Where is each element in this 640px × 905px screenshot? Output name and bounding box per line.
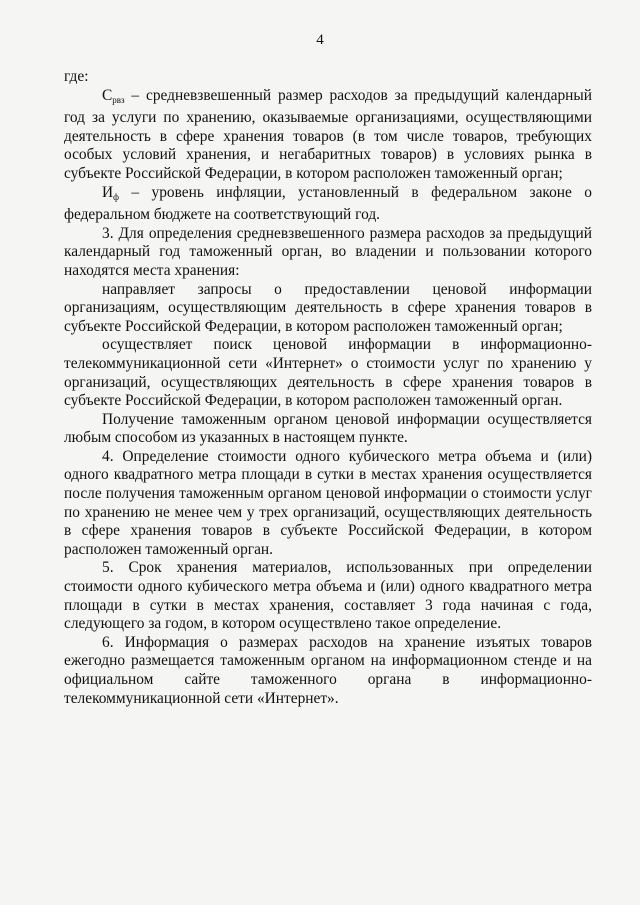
- paragraph-5: 5. Срок хранения материалов, использованных при определении стоимости одного кубического метра объема и (или) одного квадратного метра площади в сутки в местах хранения, составляет 3 года начиная с года, следующего за годом, в котором осуществлено такое определение.: [64, 559, 592, 633]
- paragraph-3: 3. Для определения средневзвешенного размера расходов за предыдущий календарный год таможенный орган, во владении и пользовании которого находятся места хранения:: [64, 224, 592, 279]
- variable-definition-i: [64, 184, 592, 225]
- variable-subscript: ф: [113, 191, 119, 202]
- paragraph-3-item-search: осуществляет поиск ценовой информации в информационно-телекоммуникационной сети «Интернет» о стоимости услуг по хранению у организаций, осуществляющих деятельность в сфере хранения товаров в субъекте Российской Федерации, в котором расположен таможенный орган.: [64, 336, 592, 410]
- variable-symbol: И: [102, 183, 114, 201]
- where-lead: где:: [64, 68, 89, 85]
- page-number: 4: [316, 32, 324, 48]
- variable-subscript: рвз: [112, 94, 125, 105]
- paragraph-3-note: Получение таможенным органом ценовой информации осуществляется любым способом из указанных в настоящем пункте.: [64, 410, 592, 447]
- variable-text: – уровень инфляции, установленный в федеральном законе о федеральном бюджете на соответствующий год.: [64, 183, 592, 224]
- variable-symbol: С: [102, 86, 113, 104]
- paragraph-6: 6. Информация о размерах расходов на хранение изъятых товаров ежегодно размещается таможенным органом на информационном стенде и на официальном сайте таможенного органа в информационно-телекоммуникационной сети «Интернет».: [64, 633, 592, 707]
- variable-definition-c: [64, 87, 592, 184]
- document-body: [64, 68, 592, 708]
- variable-text: – средневзвешенный размер расходов за предыдущий календарный год за услуги по хранению, оказываемые организациями, осуществляющими деятельность в сфере хранения товаров (в том числе товаров, требующих особых условий хранения, и негабаритных товаров) в условиях рынка в субъекте Российской Федерации, в котором расположен таможенный орган;: [64, 86, 592, 182]
- paragraph-4: 4. Определение стоимости одного кубического метра объема и (или) одного квадратного метра площади в сутки в местах хранения осуществляется после получения таможенным органом ценовой информации о стоимости услуг по хранению не менее чем у трех организаций, осуществляющих деятельность в сфере хранения товаров в субъекте Российской Федерации, в котором расположен таможенный орган.: [64, 447, 592, 558]
- paragraph-3-item-requests: направляет запросы о предоставлении ценовой информации организациям, осуществляющим деятельность в сфере хранения товаров в субъекте Российской Федерации, в котором расположен таможенный орган;: [64, 280, 592, 335]
